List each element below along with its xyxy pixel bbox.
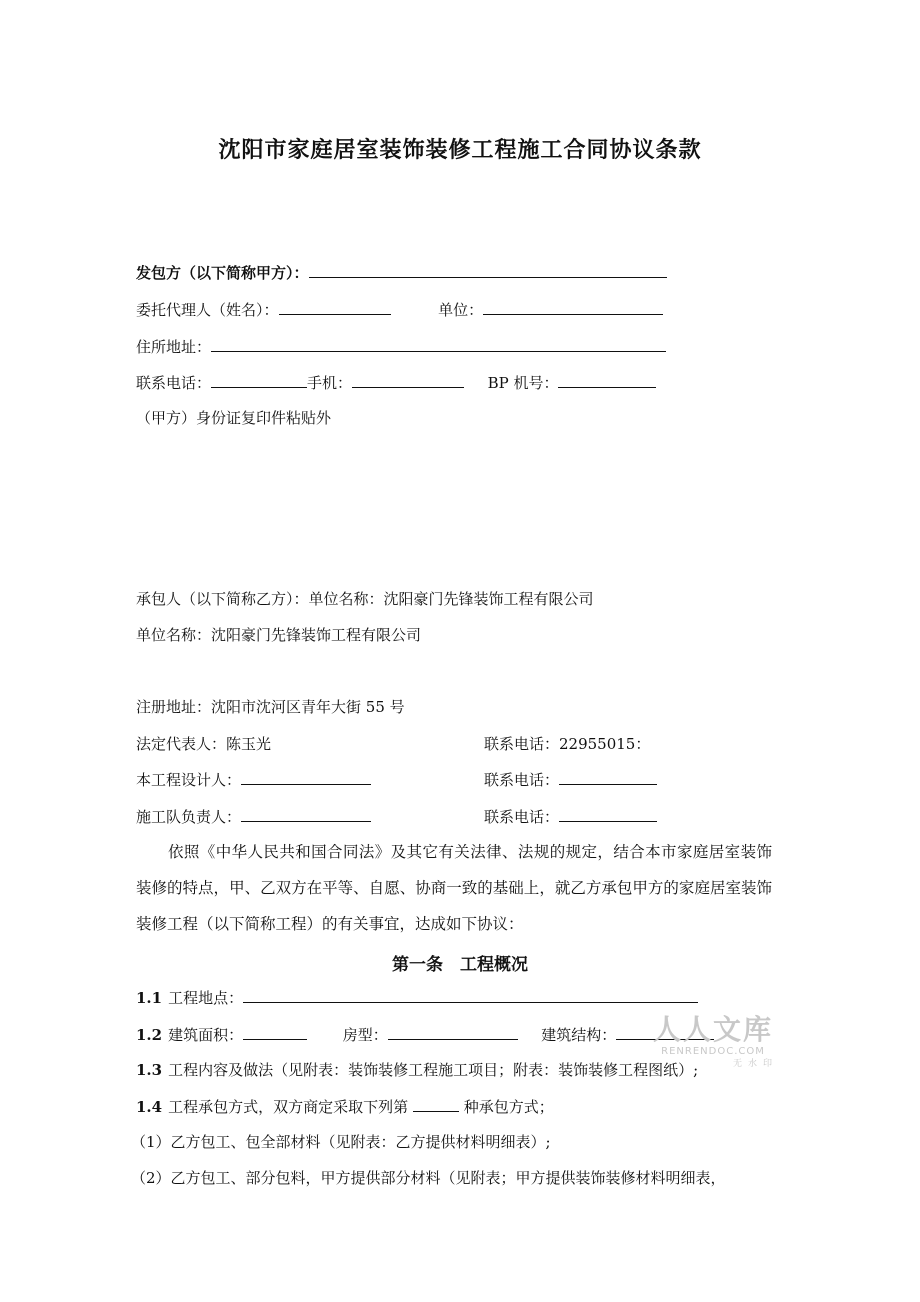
party-a-blank — [309, 262, 667, 278]
address-line — [136, 336, 666, 357]
type-label: 房型： — [342, 1026, 388, 1044]
designer-phone-label: 联系电话： — [484, 771, 560, 789]
id-copy-note: （甲方）身份证复印件粘贴外 — [136, 409, 332, 427]
address-blank — [211, 336, 666, 352]
item-text: 工程承包方式，双方商定采取下列第 — [168, 1098, 409, 1116]
watermark-logo: 人人文库 — [652, 1013, 773, 1046]
party-b-unit: 单位名称：沈阳豪门先锋装饰工程有限公司 — [136, 626, 422, 644]
location-blank — [243, 987, 698, 1003]
crew-phone-line — [484, 806, 657, 827]
legal-rep: 法定代表人：陈玉光 — [136, 735, 272, 753]
party-b-line: 承包人（以下简称乙方）：单位名称：沈阳豪门先锋装饰工程有限公司 — [136, 590, 594, 608]
area-label: 建筑面积： — [168, 1026, 244, 1044]
struct-label: 建筑结构： — [541, 1026, 617, 1044]
address-label: 住所地址： — [136, 338, 212, 356]
phone-blank — [211, 372, 307, 388]
item-1-1 — [136, 987, 698, 1008]
designer-phone-blank — [559, 769, 657, 785]
document-title: 沈阳市家庭居室装饰装修工程施工合同协议条款 — [218, 138, 702, 163]
legal-rep-phone: 联系电话：22955015： — [484, 735, 651, 753]
watermark-url: RENRENDOC.COM — [661, 1046, 765, 1057]
unit-label: 单位： — [438, 301, 484, 319]
item-label: 工程地点： — [168, 989, 244, 1007]
contact-line — [136, 372, 656, 393]
designer-label: 本工程设计人： — [136, 771, 242, 789]
intro-paragraph: 依照《中华人民共和国合同法》及其它有关法律、法规的规定，结合本市家庭居室装饰装修的特点，甲、乙双方在平等、自愿、协商一致的基础上，就乙方承包甲方的家庭居室装饰装修工程（以下简称工程）的有关事宜，达成如下协议： — [136, 843, 772, 933]
item-number: 1.1 — [136, 989, 163, 1007]
phone-label: 联系电话： — [136, 374, 212, 392]
option-2: （2）乙方包工、部分包料，甲方提供部分材料（见附表；甲方提供装饰装修材料明细表， — [131, 1169, 726, 1187]
item-text: 工程内容及做法（见附表：装饰装修工程施工项目；附表：装饰装修工程图纸）; — [168, 1061, 699, 1079]
designer-line — [136, 769, 371, 790]
agent-blank — [279, 299, 391, 315]
item-1-2 — [136, 1024, 714, 1045]
party-a-label: 发包方（以下简称甲方）： — [136, 264, 309, 282]
item-number: 1.3 — [136, 1061, 163, 1079]
crew-line — [136, 806, 371, 827]
registered-address: 注册地址：沈阳市沈河区青年大街 55 号 — [136, 698, 405, 716]
item-number: 1.2 — [136, 1026, 163, 1044]
item-1-4 — [136, 1096, 554, 1117]
method-blank — [413, 1096, 459, 1112]
type-blank — [388, 1024, 518, 1040]
designer-phone-line — [484, 769, 657, 790]
area-blank — [243, 1024, 307, 1040]
unit-blank — [483, 299, 663, 315]
agent-line — [136, 299, 663, 320]
bp-label: BP 机号： — [487, 374, 559, 392]
watermark-tag: 无水印 — [732, 1059, 778, 1069]
crew-blank — [241, 806, 371, 822]
item-text: 种承包方式； — [463, 1098, 554, 1116]
section-heading: 第一条 工程概况 — [392, 955, 528, 975]
bp-blank — [558, 372, 656, 388]
item-1-3 — [136, 1060, 698, 1080]
watermark — [648, 1014, 778, 1070]
mobile-blank — [352, 372, 464, 388]
agent-label: 委托代理人（姓名）： — [136, 301, 279, 319]
crew-phone-label: 联系电话： — [484, 808, 560, 826]
item-number: 1.4 — [136, 1098, 163, 1116]
crew-label: 施工队负责人： — [136, 808, 242, 826]
mobile-label: 手机： — [307, 374, 353, 392]
designer-blank — [241, 769, 371, 785]
option-1: （1）乙方包工、包全部材料（见附表：乙方提供材料明细表）; — [131, 1133, 551, 1151]
party-a-line — [136, 262, 667, 283]
crew-phone-blank — [559, 806, 657, 822]
